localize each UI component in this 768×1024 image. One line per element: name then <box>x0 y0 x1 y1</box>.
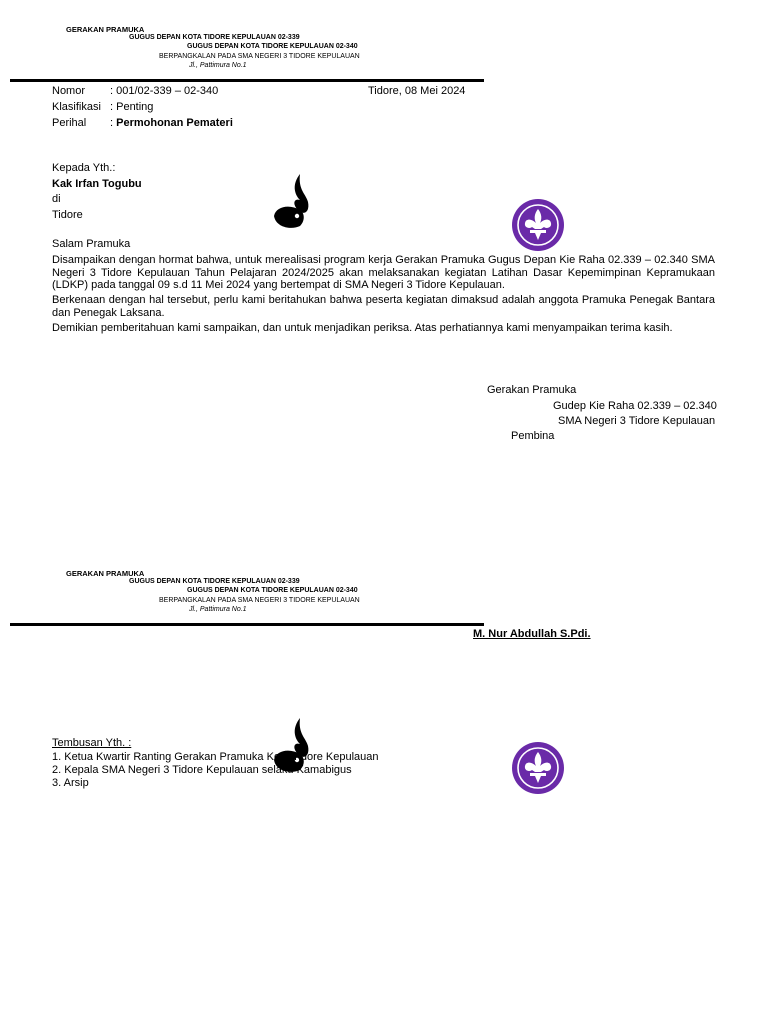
header-address: Jl., Pattimura No.1 <box>189 62 247 69</box>
header-base-2: BERPANGKALAN PADA SMA NEGERI 3 TIDORE KEPULAUAN <box>159 597 360 604</box>
signature-school: SMA Negeri 3 Tidore Kepulauan <box>558 415 716 427</box>
list-item: 2. Kepala SMA Negeri 3 Tidore Kepulauan selaku Kamabigus <box>52 764 352 776</box>
tembusan-list <box>52 751 379 790</box>
tembusan-title: Tembusan Yth. : <box>52 737 132 749</box>
header-rule-2 <box>10 623 484 626</box>
signature-org: Gerakan Pramuka <box>487 384 577 396</box>
header-address-2: Jl., Pattimura No.1 <box>189 606 247 613</box>
greeting: Salam Pramuka <box>52 238 131 250</box>
list-item: 1. Ketua Kwartir Ranting Gerakan Pramuka Kota Tidore Kepulauan <box>52 751 379 763</box>
recipient-name: Kak Irfan Togubu <box>52 178 142 190</box>
tunas-kelapa-logo <box>270 172 314 232</box>
body-paragraph-1: Disampaikan dengan hormat bahwa, untuk merealisasi program kerja Gerakan Pramuka Gugus Depan Kie Raha 02.339 – 02.340 SMA Negeri 3 Tidore Kepulauan Tahun Pelajaran 2024/2025 akan melaksanakan kegiatan Latihan Dasar Kepemimpinan Kepramukaan (LDKP) pada tanggal 09 s.d 11 Mei 2024 yang bertempat di SMA Negeri 3 Tidore Kepulauan. <box>52 254 715 291</box>
header-gudep-339: GUGUS DEPAN KOTA TIDORE KEPULAUAN 02-339 <box>129 34 300 41</box>
signature-role: Pembina <box>511 430 555 442</box>
perihal-value: : Permohonan Pemateri <box>110 117 233 129</box>
klasifikasi-value: : Penting <box>110 101 154 113</box>
header-base: BERPANGKALAN PADA SMA NEGERI 3 TIDORE KEPULAUAN <box>159 53 360 60</box>
perihal-label: Perihal <box>52 117 87 129</box>
klasifikasi-label: Klasifikasi <box>52 101 101 113</box>
list-item: 3. Arsip <box>52 777 89 789</box>
place-date: Tidore, 08 Mei 2024 <box>368 85 466 97</box>
recipient-kepada: Kepada Yth.: <box>52 162 116 174</box>
nomor-label: Nomor <box>52 85 86 97</box>
body-paragraph-2: Berkenaan dengan hal tersebut, perlu kami beritahukan bahwa peserta kegiatan dimaksud adalah anggota Pramuka Penegak Bantara dan Penegak Laksana. <box>52 294 715 319</box>
header-gudep-339-2: GUGUS DEPAN KOTA TIDORE KEPULAUAN 02-339 <box>129 578 300 585</box>
wosm-emblem-icon <box>511 198 565 252</box>
header-gudep-340: GUGUS DEPAN KOTA TIDORE KEPULAUAN 02-340 <box>187 43 358 50</box>
nomor-value: : 001/02-339 – 02-340 <box>110 85 219 97</box>
recipient-place: Tidore <box>52 209 83 221</box>
body-paragraph-3: Demikian pemberitahuan kami sampaikan, dan untuk menjadikan periksa. Atas perhatiannya kami menyampaikan terima kasih. <box>52 322 673 334</box>
header-org: GERAKAN PRAMUKA <box>66 25 145 34</box>
signature-gudep: Gudep Kie Raha 02.339 – 02.340 <box>553 400 717 412</box>
recipient-di: di <box>52 193 61 205</box>
header-rule <box>10 79 484 82</box>
wosm-emblem-icon <box>511 741 565 795</box>
signature-name: M. Nur Abdullah S.Pdi. <box>473 628 591 640</box>
header-gudep-340-2: GUGUS DEPAN KOTA TIDORE KEPULAUAN 02-340 <box>187 587 358 594</box>
header-org-2: GERAKAN PRAMUKA <box>66 569 145 578</box>
